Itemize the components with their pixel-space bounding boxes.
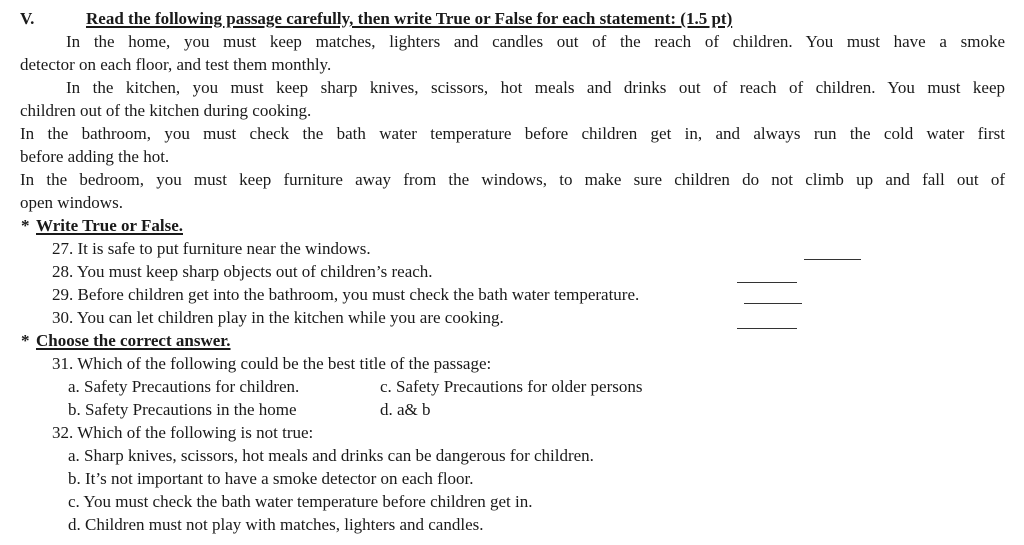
mc-heading: Choose the correct answer. — [36, 331, 231, 350]
passage-p3-line1: In the bathroom, you must check the bath water temperature before children get in, and always run the cold water first — [20, 124, 1005, 143]
tf-item-28: 28. You must keep sharp objects out of children’s reach. — [52, 262, 433, 281]
q32-option-a[interactable]: a. Sharp knives, scissors, hot meals and drinks can be dangerous for children. — [68, 446, 594, 465]
q32-option-d[interactable]: d. Children must not play with matches, lighters and candles. — [68, 515, 484, 534]
tf-item-27: 27. It is safe to put furniture near the windows. — [52, 239, 371, 258]
q31-option-d[interactable]: d. a& b — [380, 400, 431, 419]
tf-bullet: * — [21, 216, 30, 235]
q32-option-b[interactable]: b. It’s not important to have a smoke detector on each floor. — [68, 469, 474, 488]
passage-p3-line2: before adding the hot. — [20, 147, 170, 166]
passage-p2-line1: In the kitchen, you must keep sharp knives, scissors, hot meals and drinks out of reach of children. You must keep — [66, 78, 1005, 97]
q31-question: 31. Which of the following could be the best title of the passage: — [52, 354, 492, 373]
passage-p4-line2: open windows. — [20, 193, 123, 212]
tf-answer-blank-28[interactable] — [737, 282, 797, 283]
section-number: V. — [20, 9, 35, 28]
tf-answer-blank-29[interactable] — [744, 303, 802, 304]
tf-item-30: 30. You can let children play in the kitchen while you are cooking. — [52, 308, 504, 327]
q31-option-a[interactable]: a. Safety Precautions for children. — [68, 377, 300, 396]
passage-p4-line1: In the bedroom, you must keep furniture away from the windows, to make sure children do not climb up and fall out of — [20, 170, 1005, 189]
tf-answer-blank-30[interactable] — [737, 328, 797, 329]
q32-option-c[interactable]: c. You must check the bath water temperature before children get in. — [68, 492, 533, 511]
q32-question: 32. Which of the following is not true: — [52, 423, 314, 442]
passage-p2-line2: children out of the kitchen during cooking. — [20, 101, 312, 120]
tf-answer-blank-27[interactable] — [804, 259, 861, 260]
section-instruction: Read the following passage carefully, then write True or False for each statement: (1.5 pt) — [86, 9, 733, 28]
mc-bullet: * — [21, 331, 30, 350]
q31-option-c[interactable]: c. Safety Precautions for older persons — [380, 377, 643, 396]
passage-p1-line2: detector on each floor, and test them monthly. — [20, 55, 332, 74]
tf-heading: Write True or False. — [36, 216, 183, 235]
passage-p1-line1: In the home, you must keep matches, lighters and candles out of the reach of children. You must have a smoke — [66, 32, 1005, 51]
q31-option-b[interactable]: b. Safety Precautions in the home — [68, 400, 297, 419]
tf-item-29: 29. Before children get into the bathroom, you must check the bath water temperature. — [52, 285, 640, 304]
